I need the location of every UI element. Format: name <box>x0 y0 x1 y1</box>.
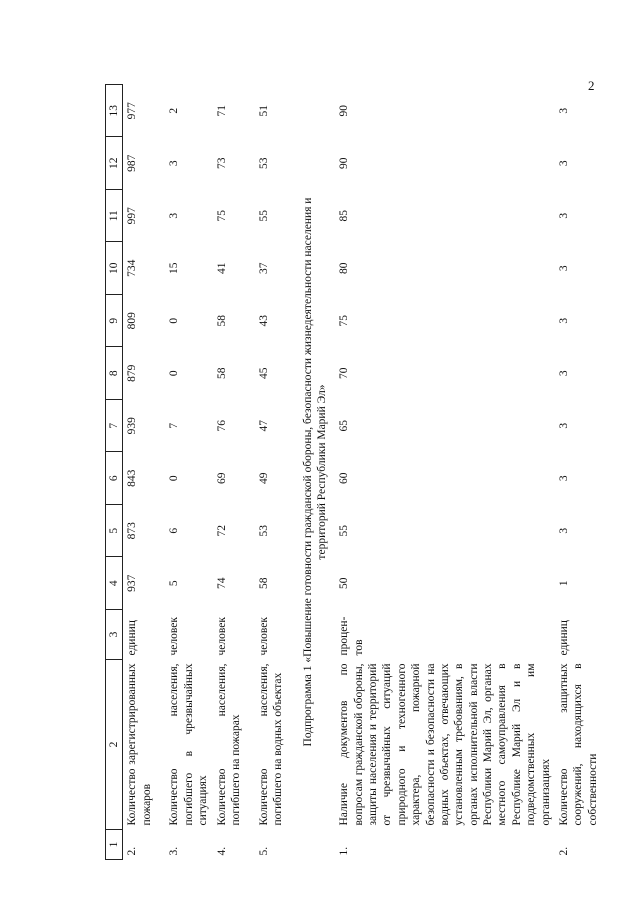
value-cell: 7 <box>168 422 181 429</box>
column-header-11: 11 <box>106 190 123 243</box>
value-cell: 939 <box>126 417 139 435</box>
value-cell: 5 <box>168 580 181 587</box>
value-cell: 6 <box>168 527 181 534</box>
value-cell: 0 <box>168 475 181 482</box>
value-cell: 1 <box>557 580 570 587</box>
value-cell: 75 <box>215 210 228 222</box>
row-number: 1. <box>338 846 351 856</box>
table-header-row <box>106 85 123 860</box>
value-cell: 55 <box>257 210 270 222</box>
value-cell: 70 <box>338 367 351 379</box>
column-header-6: 6 <box>106 452 123 505</box>
value-cell: 65 <box>338 420 351 432</box>
unit-cell: человек <box>168 617 181 656</box>
unit-cell: единиц <box>557 620 570 656</box>
column-header-10: 10 <box>106 242 123 295</box>
column-header-8: 8 <box>106 347 123 400</box>
value-cell: 734 <box>126 259 139 277</box>
value-cell: 879 <box>126 364 139 382</box>
table-row <box>555 85 602 860</box>
value-cell: 3 <box>557 212 570 219</box>
unit-cell: человек <box>215 617 228 656</box>
value-cell: 41 <box>215 262 228 274</box>
value-cell: 3 <box>557 422 570 429</box>
value-cell: 3 <box>168 212 181 219</box>
value-cell: 53 <box>257 157 270 169</box>
value-cell: 55 <box>338 525 351 537</box>
row-number: 2. <box>126 846 139 856</box>
value-cell: 2 <box>168 107 181 114</box>
indicator-name: Наличие документов по вопросам гражданской обороны, защиты населения и территорий от чрезвычайных ситуаций природного и техногенного характера, пожарной безопасности и безопасности на водных объектах, отвечающих установленным требованиям, в органах исполнительной власти Республики Марий Эл, органах местного самоуправления в Республике Марий Эл и в подведомственных им организациях <box>338 663 552 826</box>
value-cell: 80 <box>338 262 351 274</box>
value-cell: 58 <box>215 315 228 327</box>
column-header-1: 1 <box>106 830 123 860</box>
value-cell: 85 <box>338 210 351 222</box>
column-header-2: 2 <box>106 660 123 830</box>
table-row <box>165 85 212 860</box>
value-cell: 50 <box>338 577 351 589</box>
indicator-name: Количество зарегистрированных пожаров <box>126 663 153 826</box>
value-cell: 977 <box>126 102 139 120</box>
row-number: 4. <box>215 846 228 856</box>
indicators-table <box>105 84 602 860</box>
column-header-13: 13 <box>106 85 123 138</box>
value-cell: 3 <box>557 160 570 167</box>
value-cell: 71 <box>215 105 228 117</box>
unit-cell: единиц <box>126 620 139 656</box>
value-cell: 90 <box>338 105 351 117</box>
unit-cell: человек <box>257 617 270 656</box>
page-number: 2 <box>588 78 595 93</box>
table-row <box>255 85 297 860</box>
value-cell: 3 <box>557 527 570 534</box>
indicator-name: Количество защитных сооружений, находящихся в собственности <box>557 663 599 826</box>
value-cell: 58 <box>215 367 228 379</box>
value-cell: 53 <box>257 525 270 537</box>
value-cell: 75 <box>338 315 351 327</box>
subprogram-row <box>297 85 336 860</box>
value-cell: 76 <box>215 420 228 432</box>
value-cell: 3 <box>557 317 570 324</box>
row-number: 3. <box>168 846 181 856</box>
value-cell: 90 <box>338 157 351 169</box>
value-cell: 3 <box>557 370 570 377</box>
column-header-3: 3 <box>106 610 123 660</box>
value-cell: 3 <box>557 475 570 482</box>
table-row <box>335 85 555 860</box>
value-cell: 37 <box>257 262 270 274</box>
value-cell: 0 <box>168 370 181 377</box>
value-cell: 60 <box>338 472 351 484</box>
indicator-name: Количество населения, погибшего на пожарах <box>215 663 242 826</box>
subprogram-title: Подпрограмма 1 «Повышение готовности гражданской обороны, безопасности жизнедеятельности населения и территорий Республики Марий Эл» <box>301 197 328 747</box>
indicator-name: Количество населения, погибшего на водных объектах <box>257 663 284 826</box>
value-cell: 997 <box>126 207 139 225</box>
column-header-7: 7 <box>106 400 123 453</box>
value-cell: 3 <box>557 107 570 114</box>
value-cell: 3 <box>557 265 570 272</box>
value-cell: 987 <box>126 154 139 172</box>
value-cell: 47 <box>257 420 270 432</box>
value-cell: 72 <box>215 525 228 537</box>
table-row <box>213 85 255 860</box>
value-cell: 51 <box>257 105 270 117</box>
value-cell: 3 <box>168 160 181 167</box>
value-cell: 69 <box>215 472 228 484</box>
row-number: 2. <box>557 846 570 856</box>
table-row <box>123 85 166 860</box>
value-cell: 74 <box>215 577 228 589</box>
value-cell: 0 <box>168 317 181 324</box>
column-header-9: 9 <box>106 295 123 348</box>
unit-cell: процен- тов <box>338 616 365 656</box>
column-header-12: 12 <box>106 137 123 190</box>
value-cell: 43 <box>257 315 270 327</box>
value-cell: 15 <box>168 262 181 274</box>
value-cell: 45 <box>257 367 270 379</box>
rotated-table-container <box>105 85 599 860</box>
row-number: 5. <box>257 846 270 856</box>
column-header-5: 5 <box>106 505 123 558</box>
value-cell: 58 <box>257 577 270 589</box>
value-cell: 809 <box>126 312 139 330</box>
column-header-4: 4 <box>106 557 123 610</box>
indicator-name: Количество населения, погибшего в чрезвычайных ситуациях <box>168 663 210 826</box>
value-cell: 873 <box>126 522 139 540</box>
value-cell: 73 <box>215 157 228 169</box>
value-cell: 937 <box>126 574 139 592</box>
value-cell: 49 <box>257 472 270 484</box>
value-cell: 843 <box>126 469 139 487</box>
